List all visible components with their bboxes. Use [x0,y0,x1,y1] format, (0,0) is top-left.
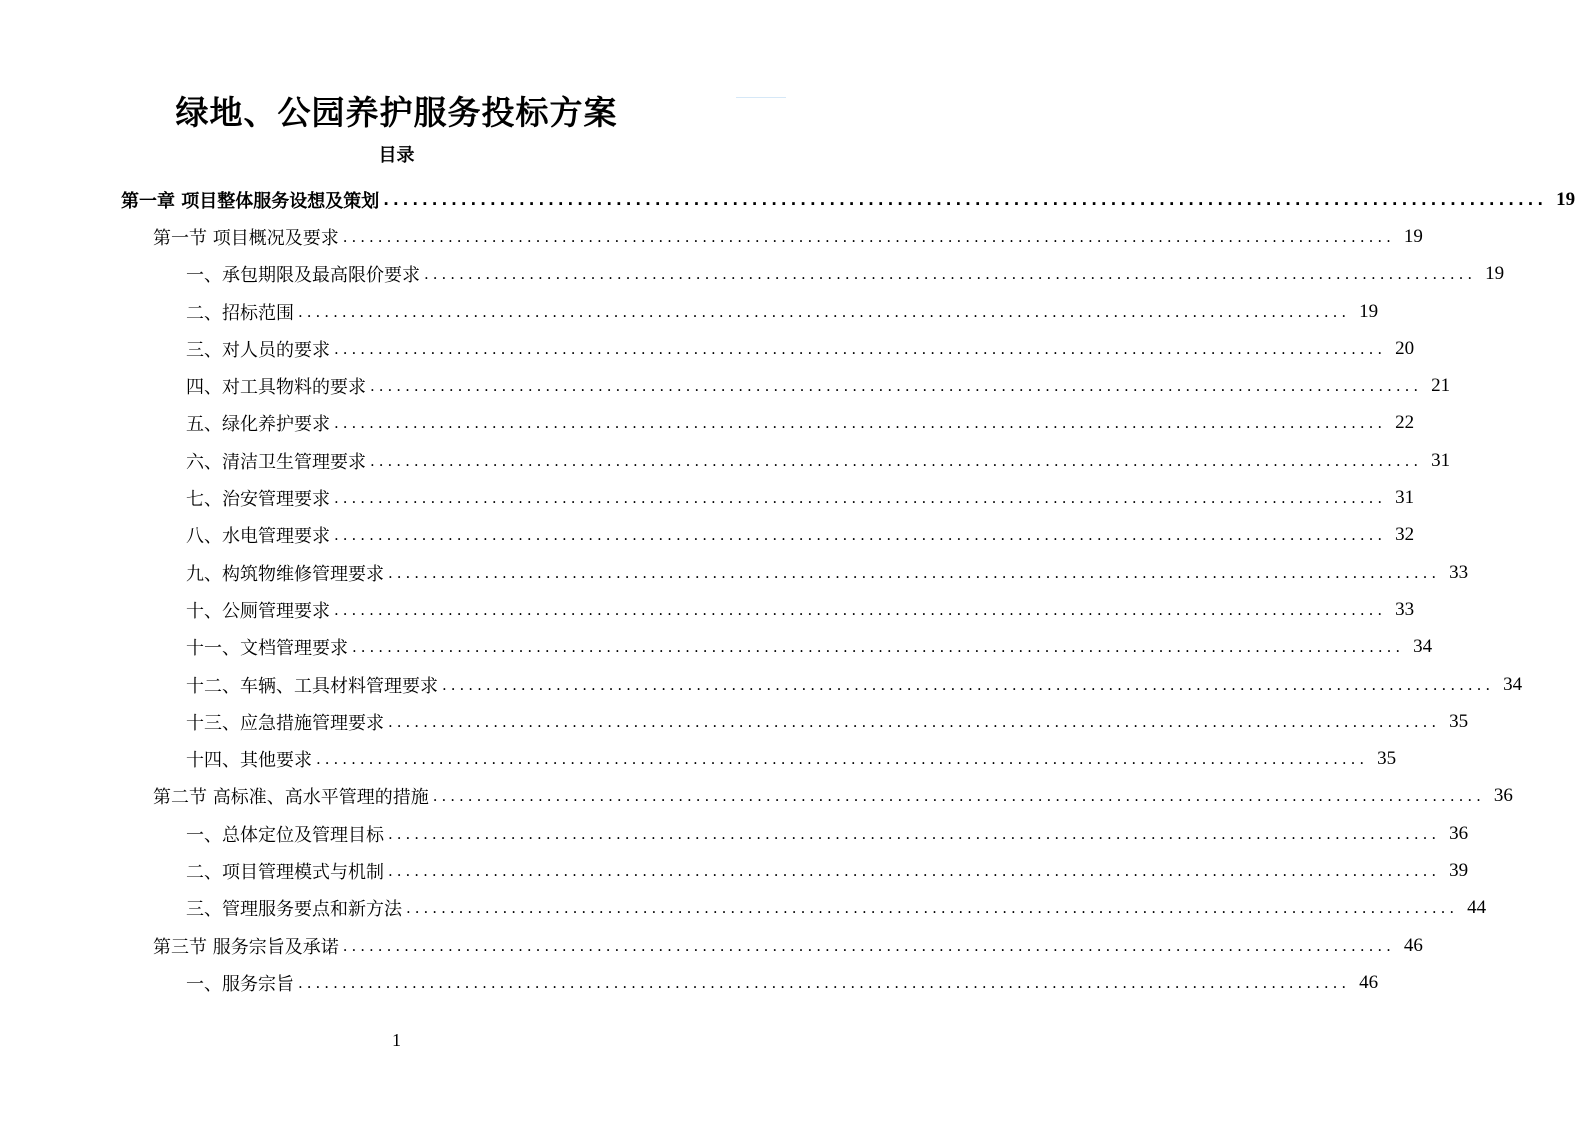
toc-dot-leader: ........................................................................................................................ [316,750,1369,769]
toc-entry-label: 十三、应急措施管理要求 [186,712,384,734]
toc-entry-page: 46 [1359,971,1379,993]
toc-entry-page: 39 [1449,859,1469,881]
toc-entry[interactable] [0,181,1575,218]
toc-entry[interactable] [0,554,1469,591]
toc-entry-page: 19 [1359,300,1379,322]
toc-entry-page: 19 [1485,263,1505,285]
toc-entry[interactable] [0,927,1423,964]
toc-dot-leader: ........................................................................................................................ [334,600,1387,619]
toc-entry-label: 四、对工具物料的要求 [186,377,366,399]
toc-entry-label: 十四、其他要求 [186,750,312,772]
toc-dot-leader: ........................................................................................................................ [334,414,1387,433]
toc-entry-label: 八、水电管理要求 [186,526,330,548]
toc-entry-page: 21 [1431,375,1451,397]
toc-entry[interactable] [0,778,1513,815]
page-number: 1 [392,1030,401,1050]
toc-entry-label: 二、项目管理模式与机制 [186,861,384,883]
toc-entry-label: 第三节 服务宗旨及承诺 [153,936,339,958]
toc-entry[interactable] [0,218,1423,255]
toc-dot-leader: ........................................................................................................................ [424,265,1477,284]
toc-entry-page: 31 [1395,487,1415,509]
toc-dot-leader: ........................................................................................................................ [298,973,1351,992]
toc-dot-leader: ........................................................................................................................ [352,638,1405,657]
toc-entry[interactable] [0,964,1379,1001]
toc-entry-label: 五、绿化养护要求 [186,414,330,436]
toc-entry-page: 20 [1395,337,1415,359]
toc-dot-leader: ........................................................................................................................ [432,787,1485,806]
toc-entry[interactable] [0,442,1451,479]
toc-entry-page: 19 [1403,225,1423,247]
table-of-contents [0,181,1575,1002]
toc-entry-label: 第一节 项目概况及要求 [153,227,339,249]
toc-entry-label: 十二、车辆、工具材料管理要求 [186,675,438,697]
toc-entry[interactable] [0,740,1397,777]
toc-entry-page: 46 [1403,934,1423,956]
toc-entry-page: 33 [1395,598,1415,620]
toc-dot-leader: ........................................................................................................................ [383,190,1548,209]
toc-entry-label: 第一章 项目整体服务设想及策划 [121,190,380,212]
toc-dot-leader: ........................................................................................................................ [342,227,1395,246]
toc-heading: 目录 [378,145,415,166]
toc-entry[interactable] [0,629,1433,666]
toc-entry-page: 44 [1467,897,1487,919]
toc-entry[interactable] [0,815,1469,852]
toc-entry-page: 31 [1431,449,1451,471]
toc-entry[interactable] [0,256,1505,293]
toc-dot-leader: ........................................................................................................................ [388,824,1441,843]
toc-entry-page: 34 [1503,673,1523,695]
toc-entry[interactable] [0,479,1415,516]
toc-entry-label: 二、招标范围 [186,302,294,324]
toc-entry-page: 35 [1377,748,1397,770]
toc-entry-label: 一、承包期限及最高限价要求 [186,265,420,287]
toc-entry-label: 一、总体定位及管理目标 [186,824,384,846]
toc-entry-page: 22 [1395,412,1415,434]
toc-entry-label: 一、服务宗旨 [186,973,294,995]
toc-entry-label: 七、治安管理要求 [186,489,330,511]
toc-dot-leader: ........................................................................................................................ [388,712,1441,731]
toc-entry[interactable] [0,367,1451,404]
toc-entry-label: 三、管理服务要点和新方法 [186,899,402,921]
toc-dot-leader: ........................................................................................................................ [342,936,1395,955]
toc-entry-page: 19 [1556,188,1575,210]
toc-entry[interactable] [0,852,1469,889]
toc-dot-leader: ........................................................................................................................ [334,489,1387,508]
toc-entry-page: 34 [1413,636,1433,658]
toc-dot-leader: ........................................................................................................................ [370,451,1423,470]
toc-entry[interactable] [0,293,1379,330]
toc-entry-label: 九、构筑物维修管理要求 [186,563,384,585]
toc-dot-leader: ........................................................................................................................ [406,899,1459,918]
document-title: 绿地、公园养护服务投标方案 [175,93,618,132]
toc-dot-leader: ........................................................................................................................ [388,861,1441,880]
toc-dot-leader: ........................................................................................................................ [334,526,1387,545]
toc-dot-leader: ........................................................................................................................ [370,377,1423,396]
toc-entry-label: 十、公厕管理要求 [186,600,330,622]
toc-dot-leader: ........................................................................................................................ [298,302,1351,321]
toc-entry[interactable] [0,703,1469,740]
toc-entry-label: 十一、文档管理要求 [186,638,348,660]
toc-entry[interactable] [0,591,1415,628]
toc-entry[interactable] [0,517,1415,554]
toc-entry-page: 36 [1449,822,1469,844]
toc-dot-leader: ........................................................................................................................ [388,563,1441,582]
toc-entry[interactable] [0,405,1415,442]
toc-entry-label: 第二节 高标准、高水平管理的措施 [153,787,429,809]
toc-entry-page: 33 [1449,561,1469,583]
toc-entry-label: 三、对人员的要求 [186,339,330,361]
toc-entry-page: 32 [1395,524,1415,546]
toc-entry[interactable] [0,890,1487,927]
toc-dot-leader: ........................................................................................................................ [442,675,1495,694]
toc-entry-page: 35 [1449,710,1469,732]
toc-entry[interactable] [0,666,1523,703]
toc-dot-leader: ........................................................................................................................ [334,339,1387,358]
toc-entry[interactable] [0,330,1415,367]
toc-entry-label: 六、清洁卫生管理要求 [186,451,366,473]
toc-entry-page: 36 [1493,785,1513,807]
